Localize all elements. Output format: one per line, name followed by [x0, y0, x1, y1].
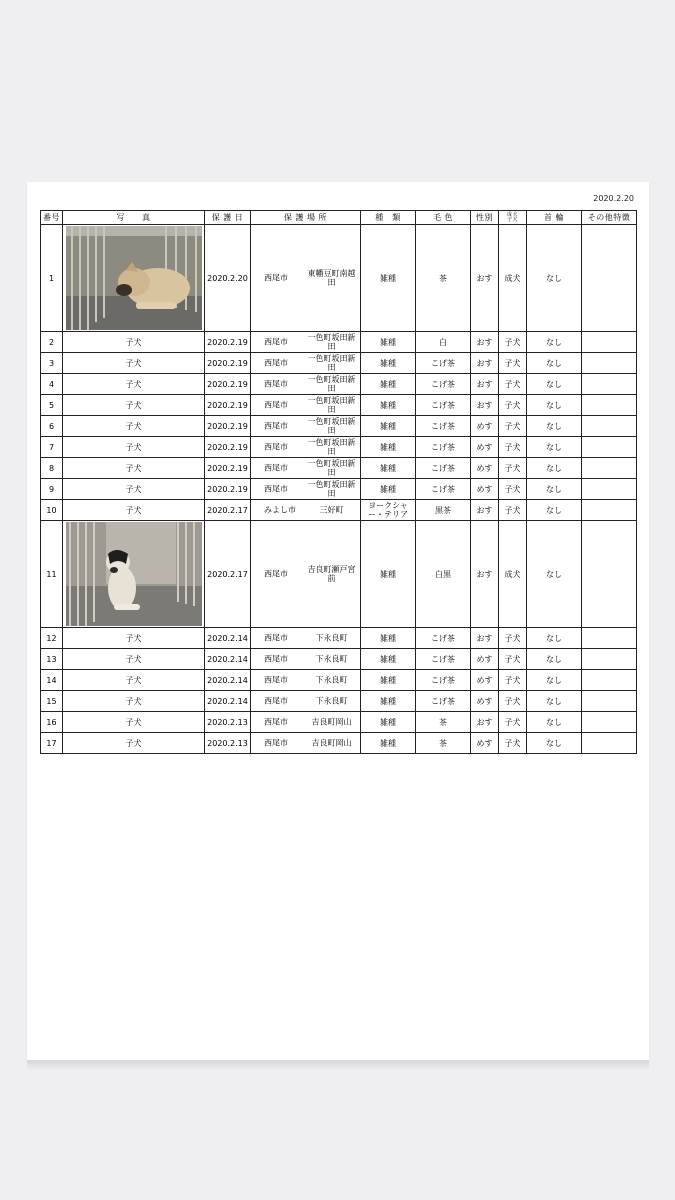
cell-place	[251, 374, 361, 395]
table-row	[41, 500, 637, 521]
cell-sex: おす	[471, 712, 499, 733]
cell-other	[582, 733, 637, 754]
cell-other	[582, 500, 637, 521]
cell-color: こげ茶	[416, 649, 471, 670]
cell-address: 一色町坂田新田	[307, 459, 356, 477]
table-row	[41, 670, 637, 691]
cell-sex: めす	[471, 437, 499, 458]
cell-no: 7	[41, 437, 63, 458]
cell-no: 6	[41, 416, 63, 437]
cell-age: 子犬	[499, 416, 527, 437]
cell-no: 11	[41, 521, 63, 628]
cell-collar: なし	[527, 395, 582, 416]
cell-city: 西尾市	[264, 633, 288, 643]
cell-no: 12	[41, 628, 63, 649]
header-date: 保 護 日	[205, 211, 251, 225]
header-breed: 種 類	[361, 211, 416, 225]
cell-address: 一色町坂田新田	[307, 417, 356, 435]
protected-dogs-table	[40, 210, 637, 754]
cell-color: こげ茶	[416, 353, 471, 374]
page-shadow	[27, 1060, 649, 1070]
document-page	[27, 182, 649, 1060]
cell-address: 一色町坂田新田	[307, 333, 356, 351]
cell-color: こげ茶	[416, 628, 471, 649]
cell-place	[251, 395, 361, 416]
cell-photo: 子犬	[63, 395, 205, 416]
cell-color: こげ茶	[416, 691, 471, 712]
cell-no: 8	[41, 458, 63, 479]
cell-collar: なし	[527, 521, 582, 628]
cell-place	[251, 458, 361, 479]
cell-photo: 子犬	[63, 670, 205, 691]
cell-place	[251, 649, 361, 670]
cell-date: 2020.2.14	[205, 649, 251, 670]
cell-sex: おす	[471, 225, 499, 332]
cell-city: 西尾市	[264, 696, 288, 706]
cell-city: 西尾市	[264, 442, 288, 452]
cell-color: 茶	[416, 733, 471, 754]
cell-place	[251, 332, 361, 353]
cell-city: 西尾市	[264, 717, 288, 727]
cell-breed: 雑種	[361, 733, 416, 754]
table-row	[41, 374, 637, 395]
cell-city: 西尾市	[264, 654, 288, 664]
cell-date: 2020.2.19	[205, 458, 251, 479]
cell-date: 2020.2.19	[205, 437, 251, 458]
cell-photo: 子犬	[63, 479, 205, 500]
header-color: 毛 色	[416, 211, 471, 225]
cell-color: こげ茶	[416, 670, 471, 691]
cell-breed: 雑種	[361, 416, 416, 437]
cell-no: 4	[41, 374, 63, 395]
cell-color: こげ茶	[416, 416, 471, 437]
cell-age: 成犬	[499, 225, 527, 332]
table-row	[41, 691, 637, 712]
cell-collar: なし	[527, 712, 582, 733]
cell-address: 三好町	[319, 505, 344, 515]
cell-date: 2020.2.19	[205, 416, 251, 437]
cell-date: 2020.2.19	[205, 395, 251, 416]
cell-collar: なし	[527, 691, 582, 712]
cell-breed: 雑種	[361, 628, 416, 649]
cell-photo: 子犬	[63, 649, 205, 670]
cell-collar: なし	[527, 353, 582, 374]
cell-address: 一色町坂田新田	[307, 438, 356, 456]
cell-photo	[63, 225, 205, 332]
cell-age: 子犬	[499, 479, 527, 500]
cell-date: 2020.2.19	[205, 353, 251, 374]
header-place: 保 護 場 所	[251, 211, 361, 225]
cell-place	[251, 437, 361, 458]
cell-date: 2020.2.19	[205, 479, 251, 500]
cell-collar: なし	[527, 670, 582, 691]
cell-sex: おす	[471, 395, 499, 416]
header-photo: 写 真	[63, 211, 205, 225]
cell-address: 下永良町	[315, 675, 348, 685]
header-age	[499, 211, 527, 225]
header-age-puppy: 子犬	[506, 216, 518, 223]
cell-other	[582, 479, 637, 500]
cell-place	[251, 479, 361, 500]
cell-sex: めす	[471, 649, 499, 670]
cell-city: 西尾市	[264, 273, 288, 283]
cell-address: 一色町坂田新田	[307, 480, 356, 498]
cell-breed: 雑種	[361, 691, 416, 712]
cell-age: 子犬	[499, 670, 527, 691]
cell-city: 西尾市	[264, 421, 288, 431]
cell-no: 9	[41, 479, 63, 500]
cell-sex: おす	[471, 628, 499, 649]
cell-collar: なし	[527, 628, 582, 649]
cell-sex: めす	[471, 733, 499, 754]
cell-collar: なし	[527, 458, 582, 479]
cell-sex: めす	[471, 691, 499, 712]
header-other: その他特徴	[582, 211, 637, 225]
table-header-row	[41, 211, 637, 225]
cell-sex: おす	[471, 500, 499, 521]
cell-color: こげ茶	[416, 395, 471, 416]
cell-age: 子犬	[499, 332, 527, 353]
table-row	[41, 628, 637, 649]
table-row	[41, 712, 637, 733]
cell-place	[251, 225, 361, 332]
cell-photo: 子犬	[63, 374, 205, 395]
cell-sex: おす	[471, 521, 499, 628]
cell-collar: なし	[527, 649, 582, 670]
cell-collar: なし	[527, 733, 582, 754]
cell-address: 東幡豆町南越田	[307, 269, 356, 287]
cell-address: 下永良町	[315, 696, 348, 706]
cell-sex: おす	[471, 332, 499, 353]
cell-age: 子犬	[499, 353, 527, 374]
cell-date: 2020.2.14	[205, 670, 251, 691]
cell-city: 西尾市	[264, 358, 288, 368]
cell-city: 西尾市	[264, 569, 288, 579]
cell-date: 2020.2.17	[205, 521, 251, 628]
cell-no: 10	[41, 500, 63, 521]
cell-color: 茶	[416, 712, 471, 733]
cell-other	[582, 521, 637, 628]
cell-date: 2020.2.13	[205, 712, 251, 733]
cell-other	[582, 225, 637, 332]
cell-age: 子犬	[499, 733, 527, 754]
header-collar: 首 輪	[527, 211, 582, 225]
cell-photo	[63, 521, 205, 628]
cell-city: 西尾市	[264, 337, 288, 347]
cell-color: こげ茶	[416, 479, 471, 500]
document-date: 2020.2.20	[593, 194, 634, 203]
cell-place	[251, 691, 361, 712]
cell-collar: なし	[527, 479, 582, 500]
cell-other	[582, 458, 637, 479]
cell-photo: 子犬	[63, 691, 205, 712]
cell-other	[582, 628, 637, 649]
cell-no: 1	[41, 225, 63, 332]
cell-breed: 雑種	[361, 395, 416, 416]
cell-place	[251, 521, 361, 628]
cell-city: 西尾市	[264, 484, 288, 494]
cell-address: 吉良町瀬戸宮前	[307, 565, 356, 583]
cell-no: 17	[41, 733, 63, 754]
cell-photo: 子犬	[63, 712, 205, 733]
table-row	[41, 332, 637, 353]
cell-other	[582, 374, 637, 395]
cell-breed: 雑種	[361, 225, 416, 332]
dog-photo	[66, 226, 202, 330]
cell-photo: 子犬	[63, 332, 205, 353]
cell-photo: 子犬	[63, 416, 205, 437]
header-age-adult: 成犬	[506, 211, 518, 218]
cell-collar: なし	[527, 416, 582, 437]
cell-city: 西尾市	[264, 400, 288, 410]
cell-other	[582, 649, 637, 670]
cell-photo: 子犬	[63, 458, 205, 479]
cell-address: 一色町坂田新田	[307, 396, 356, 414]
cell-address: 一色町坂田新田	[307, 354, 356, 372]
table-row	[41, 458, 637, 479]
cell-breed: 雑種	[361, 332, 416, 353]
table-row	[41, 395, 637, 416]
cell-place	[251, 628, 361, 649]
cell-no: 2	[41, 332, 63, 353]
cell-city: 西尾市	[264, 463, 288, 473]
dog-photo	[66, 522, 202, 626]
cell-collar: なし	[527, 225, 582, 332]
cell-age: 子犬	[499, 628, 527, 649]
cell-color: こげ茶	[416, 437, 471, 458]
cell-place	[251, 500, 361, 521]
cell-collar: なし	[527, 500, 582, 521]
cell-age: 子犬	[499, 374, 527, 395]
cell-color: 白	[416, 332, 471, 353]
cell-photo: 子犬	[63, 353, 205, 374]
cell-other	[582, 332, 637, 353]
cell-sex: めす	[471, 458, 499, 479]
cell-place	[251, 416, 361, 437]
cell-address: 下永良町	[315, 654, 348, 664]
cell-other	[582, 437, 637, 458]
cell-no: 16	[41, 712, 63, 733]
cell-collar: なし	[527, 437, 582, 458]
cell-place	[251, 733, 361, 754]
cell-photo: 子犬	[63, 733, 205, 754]
cell-no: 5	[41, 395, 63, 416]
cell-date: 2020.2.17	[205, 500, 251, 521]
cell-color: 黒茶	[416, 500, 471, 521]
cell-no: 14	[41, 670, 63, 691]
header-no: 番号	[41, 211, 63, 225]
cell-breed: 雑種	[361, 649, 416, 670]
cell-age: 子犬	[499, 712, 527, 733]
cell-other	[582, 416, 637, 437]
cell-date: 2020.2.19	[205, 332, 251, 353]
cell-city: 西尾市	[264, 379, 288, 389]
cell-breed: ヨークシャー・テリア	[361, 500, 416, 521]
cell-age: 子犬	[499, 500, 527, 521]
cell-date: 2020.2.14	[205, 628, 251, 649]
cell-collar: なし	[527, 332, 582, 353]
cell-age: 成犬	[499, 521, 527, 628]
cell-date: 2020.2.14	[205, 691, 251, 712]
cell-other	[582, 670, 637, 691]
cell-color: 白黒	[416, 521, 471, 628]
cell-photo: 子犬	[63, 628, 205, 649]
cell-breed: 雑種	[361, 712, 416, 733]
cell-breed: 雑種	[361, 479, 416, 500]
cell-no: 15	[41, 691, 63, 712]
cell-color: 茶	[416, 225, 471, 332]
cell-breed: 雑種	[361, 521, 416, 628]
cell-address: 一色町坂田新田	[307, 375, 356, 393]
cell-color: こげ茶	[416, 458, 471, 479]
cell-breed: 雑種	[361, 437, 416, 458]
cell-photo: 子犬	[63, 437, 205, 458]
cell-address: 下永良町	[315, 633, 348, 643]
cell-no: 13	[41, 649, 63, 670]
cell-breed: 雑種	[361, 353, 416, 374]
cell-sex: めす	[471, 479, 499, 500]
cell-no: 3	[41, 353, 63, 374]
cell-age: 子犬	[499, 395, 527, 416]
cell-age: 子犬	[499, 691, 527, 712]
cell-age: 子犬	[499, 437, 527, 458]
table-row	[41, 733, 637, 754]
cell-breed: 雑種	[361, 458, 416, 479]
cell-sex: おす	[471, 353, 499, 374]
table-row	[41, 437, 637, 458]
cell-sex: おす	[471, 374, 499, 395]
cell-collar: なし	[527, 374, 582, 395]
cell-sex: めす	[471, 670, 499, 691]
cell-city: 西尾市	[264, 738, 288, 748]
cell-other	[582, 395, 637, 416]
table-row	[41, 416, 637, 437]
cell-age: 子犬	[499, 458, 527, 479]
cell-age: 子犬	[499, 649, 527, 670]
cell-date: 2020.2.13	[205, 733, 251, 754]
cell-city: 西尾市	[264, 675, 288, 685]
table-row	[41, 479, 637, 500]
cell-address: 吉良町岡山	[311, 717, 352, 727]
cell-place	[251, 712, 361, 733]
cell-other	[582, 353, 637, 374]
cell-breed: 雑種	[361, 374, 416, 395]
header-sex: 性別	[471, 211, 499, 225]
cell-photo: 子犬	[63, 500, 205, 521]
cell-place	[251, 353, 361, 374]
table-row	[41, 649, 637, 670]
cell-other	[582, 691, 637, 712]
cell-sex: めす	[471, 416, 499, 437]
table-row	[41, 353, 637, 374]
cell-place	[251, 670, 361, 691]
cell-address: 吉良町岡山	[311, 738, 352, 748]
table-row	[41, 521, 637, 628]
cell-date: 2020.2.19	[205, 374, 251, 395]
cell-date: 2020.2.20	[205, 225, 251, 332]
table-row	[41, 225, 637, 332]
cell-city: みよし市	[264, 505, 296, 515]
cell-breed: 雑種	[361, 670, 416, 691]
cell-color: こげ茶	[416, 374, 471, 395]
cell-other	[582, 712, 637, 733]
